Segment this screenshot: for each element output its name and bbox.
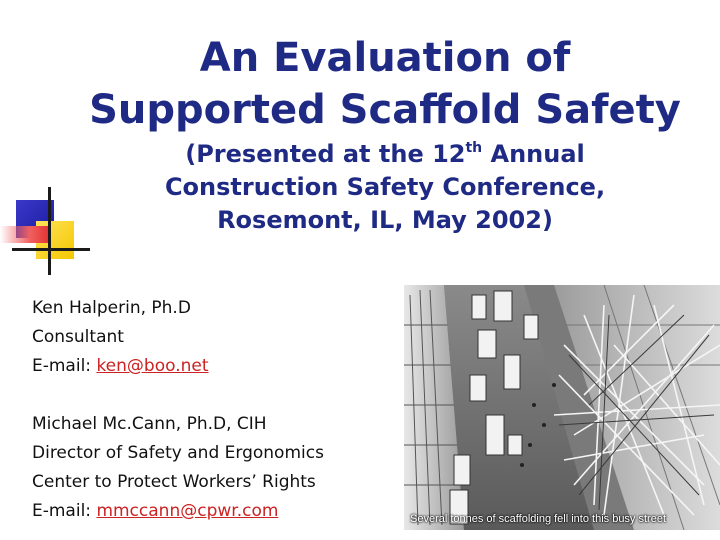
author-1-role: Consultant	[32, 327, 124, 347]
author-2-email-link[interactable]: mmccann@cpwr.com	[96, 501, 279, 521]
subtitle-line-1-rest: Annual	[482, 140, 585, 168]
decorative-squares-graphic	[0, 185, 90, 280]
author-1-email-link[interactable]: ken@boo.net	[96, 356, 209, 376]
author-1-contact	[32, 294, 209, 381]
author-2-email-label: E-mail:	[32, 501, 97, 521]
author-2-name: Michael Mc.Cann, Ph.D, CIH	[32, 414, 267, 434]
author-2-org: Center to Protect Workers’ Rights	[32, 472, 316, 492]
author-1-email-line	[32, 352, 209, 381]
subtitle-prefix: (Presented at the 12	[185, 140, 466, 168]
title-line-2: Supported Scaffold Safety	[89, 87, 681, 133]
author-2-email-line	[32, 497, 324, 526]
subtitle-line-3: Rosemont, IL, May 2002)	[217, 206, 553, 234]
subtitle-line-2: Construction Safety Conference,	[164, 173, 606, 201]
author-1-name: Ken Halperin, Ph.D	[32, 298, 191, 318]
scaffold-collapse-photo	[404, 285, 720, 530]
author-1-email-label: E-mail:	[32, 356, 97, 376]
red-bar-decoration	[0, 226, 50, 243]
vertical-line-decoration	[48, 187, 51, 275]
title-line-1: An Evaluation of	[199, 35, 571, 81]
horizontal-line-decoration	[12, 248, 90, 251]
subtitle	[120, 138, 650, 237]
subtitle-line-1	[120, 138, 650, 171]
author-2-contact	[32, 410, 324, 526]
author-2-role: Director of Safety and Ergonomics	[32, 443, 324, 463]
photo-caption: Several tonnes of scaffolding fell into this busy street	[410, 513, 666, 525]
subtitle-superscript: th	[465, 140, 483, 156]
street-scene-illustration	[404, 285, 720, 530]
